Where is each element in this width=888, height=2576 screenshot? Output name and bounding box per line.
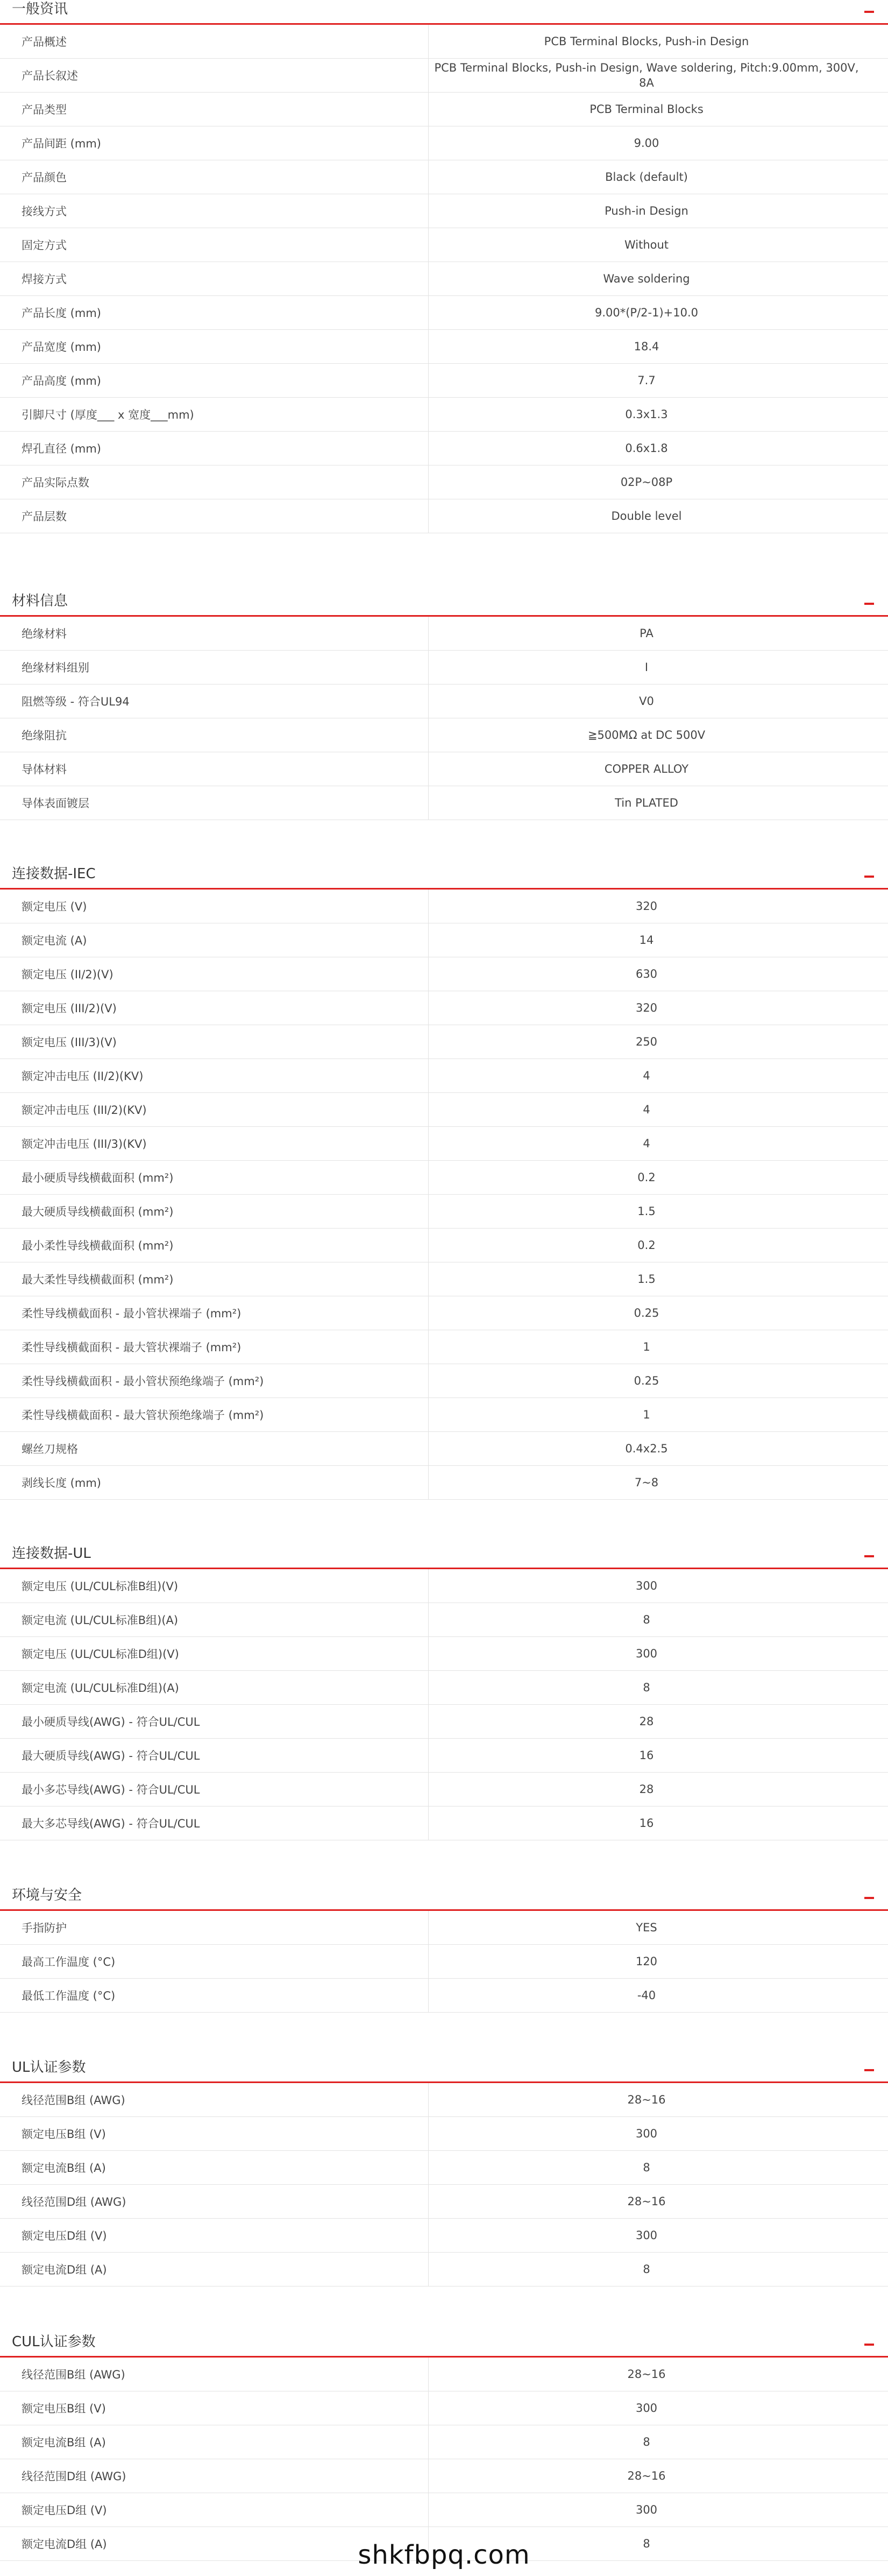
table-row [0, 1979, 888, 2013]
table-row [0, 1025, 888, 1059]
spec-label: 线径范围B组 (AWG) [22, 2368, 125, 2381]
table-row [0, 1262, 888, 1296]
spec-label: 绝缘材料 [22, 627, 67, 640]
spec-label: 导体材料 [22, 763, 67, 776]
spec-label: 额定电压 (III/3)(V) [22, 1036, 117, 1049]
spec-label: 最低工作温度 (°C) [22, 1989, 116, 2002]
collapse-icon[interactable] [864, 603, 874, 605]
spec-value: PA [640, 627, 653, 640]
spec-value: 8 [643, 2436, 650, 2448]
spec-label: 接线方式 [22, 205, 67, 218]
spec-value: 320 [635, 1001, 658, 1014]
spec-label: 额定电流 (UL/CUL标准B组)(A) [22, 1614, 179, 1627]
spec-label: 引脚尺寸 (厚度___ x 宽度___mm) [22, 408, 194, 421]
spec-table [0, 25, 888, 533]
spec-value: 14 [639, 934, 654, 947]
table-row [0, 398, 888, 432]
spec-label: 产品宽度 (mm) [22, 341, 101, 354]
spec-label: 线径范围B组 (AWG) [22, 2094, 125, 2107]
spec-label: 柔性导线横截面积 - 最大管状裸端子 (mm²) [22, 1341, 241, 1354]
table-row [0, 1739, 888, 1773]
section-title: 连接数据-UL [12, 1545, 91, 1562]
spec-value: 9.00 [634, 137, 659, 150]
spec-value: 0.4x2.5 [625, 1442, 668, 1455]
spec-label: 最大硬质导线(AWG) - 符合UL/CUL [22, 1749, 200, 1762]
table-row [0, 617, 888, 651]
spec-value: 300 [635, 2229, 658, 2242]
spec-value: 120 [635, 1955, 658, 1968]
spec-value: 300 [635, 2402, 658, 2415]
spec-table [0, 2358, 888, 2561]
table-row [0, 1637, 888, 1671]
spec-label: 最小硬质导线横截面积 (mm²) [22, 1171, 174, 1184]
spec-section [0, 592, 888, 820]
spec-value: 4 [643, 1137, 650, 1150]
spec-value: 7.7 [637, 374, 656, 387]
spec-label: 线径范围D组 (AWG) [22, 2470, 126, 2483]
spec-label: 产品间距 (mm) [22, 137, 101, 150]
table-row [0, 1364, 888, 1398]
spec-value: Without [624, 238, 669, 251]
spec-table [0, 617, 888, 820]
spec-value: -40 [637, 1989, 656, 2002]
spec-label: 固定方式 [22, 239, 67, 252]
table-row [0, 364, 888, 398]
table-row [0, 93, 888, 126]
spec-value: 300 [635, 2503, 658, 2516]
spec-label: 产品长度 (mm) [22, 307, 101, 320]
spec-label: 最大硬质导线横截面积 (mm²) [22, 1205, 174, 1218]
table-row [0, 2459, 888, 2493]
spec-label: 阻燃等级 - 符合UL94 [22, 695, 130, 708]
table-row [0, 2185, 888, 2219]
spec-section [0, 2333, 888, 2561]
table-row [0, 1296, 888, 1330]
spec-table [0, 890, 888, 1500]
spec-section [0, 1544, 888, 1840]
spec-value: 0.2 [637, 1239, 656, 1252]
spec-label: 最小硬质导线(AWG) - 符合UL/CUL [22, 1716, 200, 1728]
spec-value: 4 [643, 1103, 650, 1116]
spec-value: 18.4 [634, 340, 659, 353]
spec-value: PCB Terminal Blocks, Push-in Design [544, 35, 749, 48]
spec-value: 28~16 [627, 2469, 666, 2482]
collapse-icon[interactable] [864, 11, 874, 13]
table-row [0, 1806, 888, 1840]
spec-value: PCB Terminal Blocks, Push-in Design, Wave soldering, Pitch:9.00mm, 300V, 8A [434, 61, 859, 89]
table-row [0, 228, 888, 262]
spec-value: 0.2 [637, 1171, 656, 1184]
spec-value: 28 [639, 1783, 654, 1796]
spec-value: Black (default) [605, 171, 688, 184]
spec-value: 02P~08P [620, 476, 673, 489]
table-row [0, 1059, 888, 1093]
spec-label: 柔性导线横截面积 - 最小管状裸端子 (mm²) [22, 1307, 241, 1320]
section-header[interactable] [0, 2058, 888, 2083]
spec-label: 额定电流D组 (A) [22, 2538, 107, 2551]
collapse-icon[interactable] [864, 1555, 874, 1557]
table-row [0, 651, 888, 684]
spec-label: 额定电压 (V) [22, 900, 87, 913]
section-header[interactable] [0, 592, 888, 617]
table-row [0, 1705, 888, 1739]
spec-table [0, 1911, 888, 2013]
spec-value: 16 [639, 1749, 654, 1762]
table-row [0, 2391, 888, 2425]
spec-label: 额定电压D组 (V) [22, 2504, 107, 2517]
spec-value: 28 [639, 1715, 654, 1728]
table-row [0, 1161, 888, 1195]
spec-label: 产品高度 (mm) [22, 375, 101, 387]
table-row [0, 752, 888, 786]
site-watermark: shkfbpq.com [358, 2540, 530, 2570]
table-row [0, 1432, 888, 1466]
table-row [0, 2493, 888, 2527]
table-row [0, 2151, 888, 2185]
spec-value: Tin PLATED [615, 796, 678, 809]
spec-label: 螺丝刀规格 [22, 1443, 78, 1456]
spec-value: 0.3x1.3 [625, 408, 668, 421]
table-row [0, 432, 888, 465]
section-header[interactable] [0, 2333, 888, 2358]
table-row [0, 2219, 888, 2253]
spec-label: 额定电压 (UL/CUL标准D组)(V) [22, 1648, 179, 1661]
spec-label: 产品颜色 [22, 171, 67, 184]
spec-value: 1 [643, 1408, 650, 1421]
table-row [0, 1773, 888, 1806]
spec-label: 额定电压 (III/2)(V) [22, 1002, 117, 1015]
spec-label: 额定电压B组 (V) [22, 2402, 106, 2415]
spec-value: I [644, 661, 649, 674]
spec-label: 手指防护 [22, 1922, 67, 1935]
spec-value: 8 [643, 1613, 650, 1626]
spec-value: 28~16 [627, 2368, 666, 2381]
spec-label: 最大多芯导线(AWG) - 符合UL/CUL [22, 1817, 200, 1830]
table-row [0, 991, 888, 1025]
spec-label: 最小柔性导线横截面积 (mm²) [22, 1239, 174, 1252]
spec-value: Push-in Design [605, 204, 688, 217]
spec-label: 导体表面镀层 [22, 797, 89, 810]
spec-label: 最小多芯导线(AWG) - 符合UL/CUL [22, 1783, 200, 1796]
spec-value: 300 [635, 1579, 658, 1592]
table-row [0, 2083, 888, 2117]
spec-label: 焊孔直径 (mm) [22, 442, 101, 455]
spec-label: 额定电流B组 (A) [22, 2162, 106, 2175]
spec-value: COPPER ALLOY [604, 763, 689, 775]
collapse-icon[interactable] [864, 2069, 874, 2071]
spec-value: 300 [635, 2127, 658, 2140]
section-title: 材料信息 [12, 593, 68, 609]
table-row [0, 25, 888, 59]
section-title: UL认证参数 [12, 2059, 86, 2076]
spec-label: 产品层数 [22, 510, 67, 523]
section-header[interactable] [0, 1544, 888, 1569]
spec-label: 最大柔性导线横截面积 (mm²) [22, 1273, 174, 1286]
spec-section [0, 0, 888, 533]
table-row [0, 1330, 888, 1364]
spec-label: 额定电压 (II/2)(V) [22, 968, 113, 981]
table-row [0, 1945, 888, 1979]
table-row [0, 2425, 888, 2459]
table-row [0, 1603, 888, 1637]
spec-label: 产品实际点数 [22, 476, 89, 489]
table-row [0, 2117, 888, 2151]
spec-value: 0.25 [634, 1307, 659, 1319]
spec-value: 0.6x1.8 [625, 442, 668, 455]
table-row [0, 2358, 888, 2391]
section-title: CUL认证参数 [12, 2334, 96, 2350]
table-row [0, 465, 888, 499]
spec-label: 额定电流 (A) [22, 934, 87, 947]
spec-value: 300 [635, 1647, 658, 1660]
spec-label: 产品概述 [22, 36, 67, 48]
spec-value: 8 [643, 1681, 650, 1694]
table-row [0, 1911, 888, 1945]
spec-value: 7~8 [634, 1476, 659, 1489]
spec-label: 额定冲击电压 (III/3)(KV) [22, 1138, 147, 1151]
spec-value: 28~16 [627, 2093, 666, 2106]
spec-value: 1.5 [637, 1273, 656, 1286]
spec-value: ≧500MΩ at DC 500V [587, 729, 706, 742]
table-row [0, 126, 888, 160]
spec-section [0, 865, 888, 1500]
spec-value: V0 [639, 695, 654, 708]
spec-value: PCB Terminal Blocks [589, 103, 704, 116]
collapse-icon[interactable] [864, 2344, 874, 2346]
collapse-icon[interactable] [864, 1897, 874, 1899]
spec-value: 8 [643, 2161, 650, 2174]
spec-label: 产品类型 [22, 103, 67, 116]
table-row [0, 1466, 888, 1500]
spec-value: 28~16 [627, 2195, 666, 2208]
table-row [0, 890, 888, 923]
spec-table [0, 1569, 888, 1840]
spec-label: 额定电压D组 (V) [22, 2229, 107, 2242]
table-row [0, 59, 888, 93]
table-row [0, 1093, 888, 1127]
table-row [0, 194, 888, 228]
spec-value: 9.00*(P/2-1)+10.0 [594, 306, 699, 319]
section-title: 一般资讯 [12, 1, 68, 17]
spec-value: Double level [611, 510, 682, 523]
table-row [0, 1569, 888, 1603]
table-row [0, 786, 888, 820]
spec-label: 产品长叙述 [22, 69, 78, 82]
table-row [0, 499, 888, 533]
spec-label: 额定冲击电压 (III/2)(KV) [22, 1104, 147, 1117]
table-row [0, 684, 888, 718]
spec-label: 额定电压 (UL/CUL标准B组)(V) [22, 1580, 179, 1593]
spec-label: 绝缘阻抗 [22, 729, 67, 742]
spec-label: 最高工作温度 (°C) [22, 1956, 116, 1968]
table-row [0, 1127, 888, 1161]
table-row [0, 262, 888, 296]
spec-label: 柔性导线横截面积 - 最大管状预绝缘端子 (mm²) [22, 1409, 264, 1422]
spec-value: 8 [643, 2263, 650, 2276]
spec-value: Wave soldering [603, 272, 690, 285]
spec-label: 剥线长度 (mm) [22, 1477, 101, 1490]
spec-value: 8 [643, 2537, 650, 2550]
spec-value: 1.5 [637, 1205, 656, 1218]
spec-value: 4 [643, 1069, 650, 1082]
section-header[interactable] [0, 0, 888, 25]
spec-value: YES [636, 1921, 657, 1934]
spec-value: 630 [635, 968, 658, 980]
spec-label: 额定电流D组 (A) [22, 2263, 107, 2276]
spec-value: 0.25 [634, 1374, 659, 1387]
collapse-icon[interactable] [864, 876, 874, 878]
table-row [0, 2253, 888, 2286]
section-header[interactable] [0, 865, 888, 890]
spec-label: 额定电流B组 (A) [22, 2436, 106, 2449]
spec-value: 16 [639, 1817, 654, 1830]
section-title: 连接数据-IEC [12, 866, 96, 882]
spec-value: 320 [635, 900, 658, 913]
spec-value: 1 [643, 1340, 650, 1353]
table-row [0, 160, 888, 194]
spec-table [0, 2083, 888, 2286]
spec-label: 额定电流 (UL/CUL标准D组)(A) [22, 1682, 179, 1695]
table-row [0, 330, 888, 364]
spec-section [0, 1886, 888, 2013]
table-row [0, 957, 888, 991]
table-row [0, 1229, 888, 1262]
spec-label: 额定冲击电压 (II/2)(KV) [22, 1070, 144, 1083]
table-row [0, 718, 888, 752]
spec-section [0, 2058, 888, 2286]
table-row [0, 1671, 888, 1705]
table-row [0, 1398, 888, 1432]
spec-value: 250 [635, 1035, 658, 1048]
spec-label: 柔性导线横截面积 - 最小管状预绝缘端子 (mm²) [22, 1375, 264, 1388]
table-row [0, 296, 888, 330]
section-title: 环境与安全 [12, 1887, 82, 1903]
table-row [0, 1195, 888, 1229]
spec-label: 额定电压B组 (V) [22, 2128, 106, 2141]
spec-label: 绝缘材料组别 [22, 661, 89, 674]
table-row [0, 923, 888, 957]
section-header[interactable] [0, 1886, 888, 1911]
spec-label: 线径范围D组 (AWG) [22, 2196, 126, 2208]
spec-label: 焊接方式 [22, 273, 67, 286]
